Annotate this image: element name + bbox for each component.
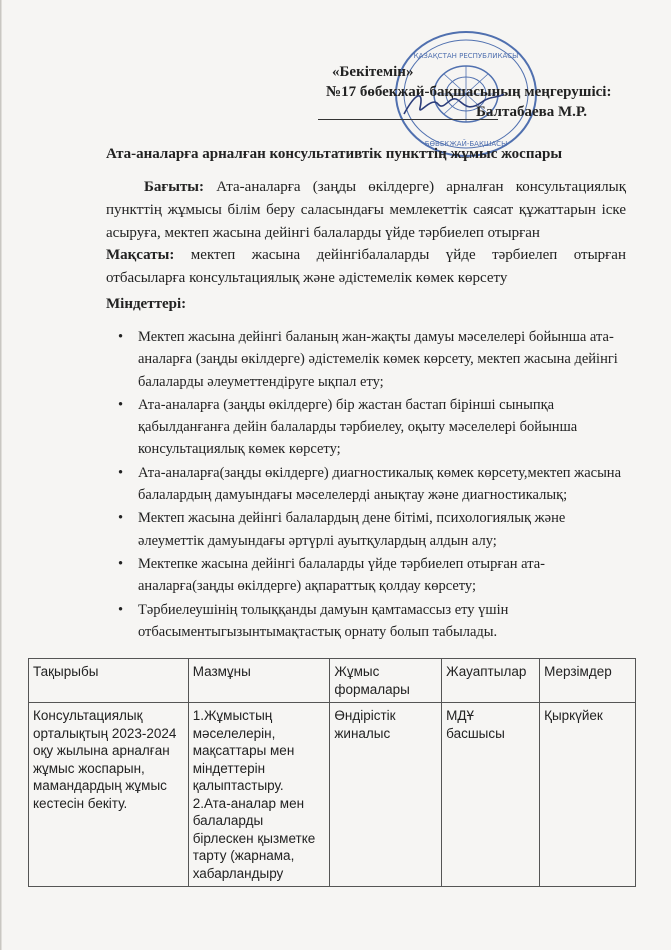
svg-text:БӨБЕКЖАЙ-БАҚШАСЫ: БӨБЕКЖАЙ-БАҚШАСЫ (424, 140, 508, 148)
cell-responsible: МДҰ басшысы (442, 703, 540, 887)
cell-deadline: Қыркүйек (540, 703, 636, 887)
table-row (29, 703, 636, 887)
column-header-responsible: Жауаптылар (442, 659, 540, 703)
approval-signer: Балтабаева М.Р. (476, 104, 587, 120)
document-title: Ата-аналарға арналған консультативтік пункттің жұмыс жоспары (106, 146, 563, 162)
handwritten-signature-icon (398, 86, 508, 122)
goal-text: мектеп жасына дейінгібалаларды үйде тәрбиелеп отырған отбасыларға консультациялық және әдістемелік көмек көрсету (106, 247, 626, 287)
tasks-list (118, 326, 628, 644)
approval-position: №17 бөбекжай-бақшасының меңгерушісі: (326, 84, 612, 100)
plan-table (28, 658, 636, 887)
cell-topic: Консультациялық орталықтың 2023-2024 оқу жылына арналған жұмыс жоспарын, мамандардың жұмыс кестесін бекіту. (29, 703, 189, 887)
direction-paragraph (106, 176, 626, 290)
approval-heading: «Бекітемін» (332, 64, 414, 80)
column-header-topic: Тақырыбы (29, 659, 189, 703)
cell-content: 1.Жұмыстың мәселелерін, мақсаттары мен міндеттерін қалыптастыру. 2.Ата-аналар мен балаларды бірлескен қызметке тарту (жарнама, хабарландыру (188, 703, 330, 887)
column-header-form: Жұмыс формалары (330, 659, 442, 703)
list-item: • Тәрбиелеушінің толыққанды дамуын қамтамассыз ету үшін отбасыментыгызынтымақтастық орнату болып табылады. (118, 599, 628, 644)
goal-label: Мақсаты: (106, 247, 175, 264)
list-item: • Ата-аналарға(заңды өкілдерге) диагностикалық көмек көрсету,мектеп жасына балалардың дамуындағы мәселелерді анықтау және диагностикалық; (118, 462, 628, 507)
column-header-content: Мазмұны (188, 659, 330, 703)
tasks-heading: Міндеттері: (106, 296, 187, 312)
list-item: • Ата-аналарға (заңды өкілдерге) бір жастан бастап бірінші сыныпқа қабылданғанға дейін балаларды тәрбиелеу, оқыту мәселелері бойынша консультациялық көмек көрсету; (118, 394, 628, 461)
table-header-row (29, 659, 636, 703)
list-item: • Мектеп жасына дейінгі балалардың дене бітімі, психологиялық және әлеуметтік дамуындағы әртүрлі ауытқулардың алдын алу; (118, 507, 628, 552)
list-item: • Мектеп жасына дейінгі баланың жан-жақты дамуы мәселелері бойынша ата-аналарға (заңды өкілдерге) әдістемелік көмек көрсету, мектеп жасына дейінгі балаларды әлеуметтендіруге ықпал ету; (118, 326, 628, 393)
direction-label: Бағыты: (144, 179, 205, 195)
svg-text:ҚАЗАҚСТАН РЕСПУБЛИКАСЫ: ҚАЗАҚСТАН РЕСПУБЛИКАСЫ (413, 52, 519, 60)
list-item: • Мектепке жасына дейінгі балаларды үйде тәрбиелеп отырған ата-аналарға(заңды өкілдерге) ақпараттық қолдау көрсету; (118, 553, 628, 598)
cell-form: Өндірістік жиналыс (330, 703, 442, 887)
direction-text: Ата-аналарға (заңды өкілдерге) арналған консультациялық пункттің жұмысы білім беру саласындағы мемлекеттік саясат құжаттарын іске асыруға, мектеп жасына дейінгі балаларды үйде тәрбиелеп отырған (106, 179, 627, 241)
column-header-deadline: Мерзімдер (540, 659, 636, 703)
